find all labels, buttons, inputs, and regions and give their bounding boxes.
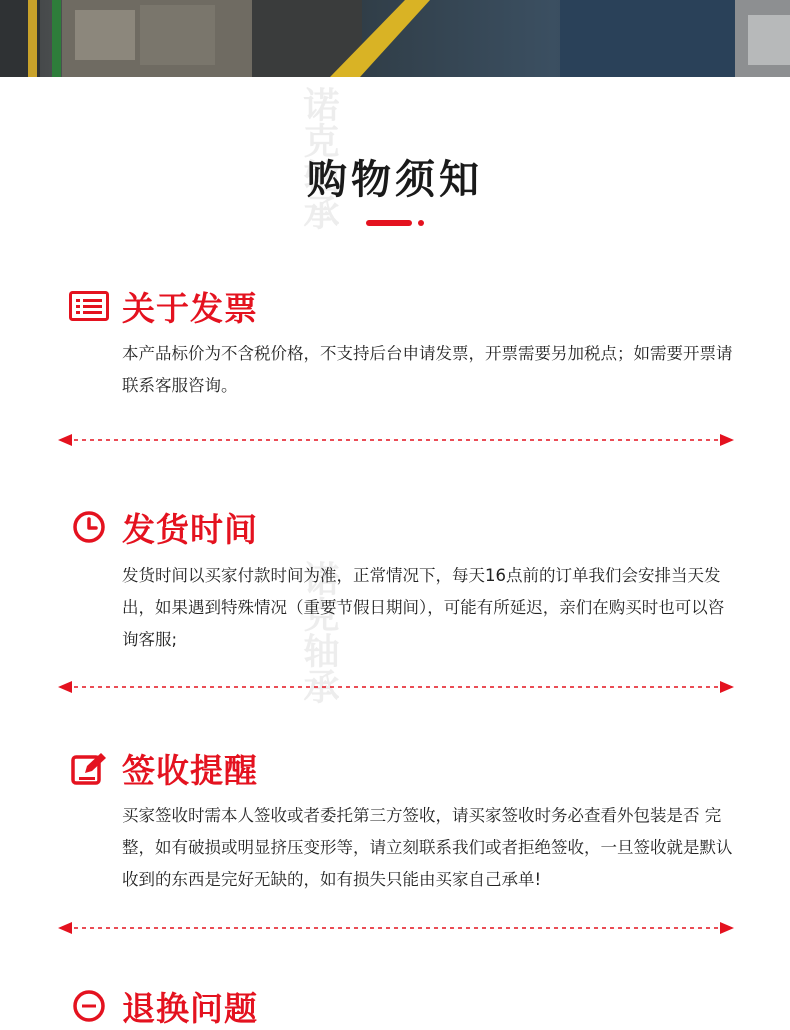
section-invoice-body: 本产品标价为不含税价格，不支持后台申请发票，开票需要另加税点；如需要开票请联系客服咨询。 (122, 344, 733, 395)
page-title: 购物须知 (307, 157, 483, 203)
title-underline (366, 219, 426, 227)
section-signing-title: 签收提醒 (122, 750, 258, 790)
section-divider (58, 679, 734, 695)
section-invoice-header (68, 282, 258, 330)
section-returns-title: 退换问题 (122, 988, 258, 1028)
invoice-list-icon (68, 285, 110, 327)
section-divider (58, 432, 734, 448)
section-shipping-title: 发货时间 (122, 509, 258, 549)
section-signing-body: 买家签收时需本人签收或者委托第三方签收，请买家签收时务必查看外包装是否 完整，如有破损或明显挤压变形等，请立刻联系我们或者拒绝签收，一旦签收就是默认收到的东西是完好无缺的，如有损失只能由买家自己承单! (122, 806, 733, 889)
section-shipping-header (68, 503, 258, 551)
warehouse-photo (0, 0, 790, 77)
return-icon (68, 985, 110, 1027)
clock-icon (68, 506, 110, 548)
section-shipping-body: 发货时间以买家付款时间为准，正常情况下，每天16点前的订单我们会安排当天发出，如果遇到特殊情况（重要节假日期间），可能有所延迟，亲们在购买时也可以咨询客服; (122, 566, 725, 649)
section-signing-header (68, 744, 258, 792)
section-invoice-title: 关于发票 (122, 288, 258, 328)
edit-pen-icon (68, 747, 110, 789)
watermark-text: 诺克轴承 (298, 86, 339, 230)
watermark-text-lower: 诺克轴承 (298, 560, 339, 704)
section-divider (58, 920, 734, 936)
section-returns-header (68, 982, 258, 1030)
